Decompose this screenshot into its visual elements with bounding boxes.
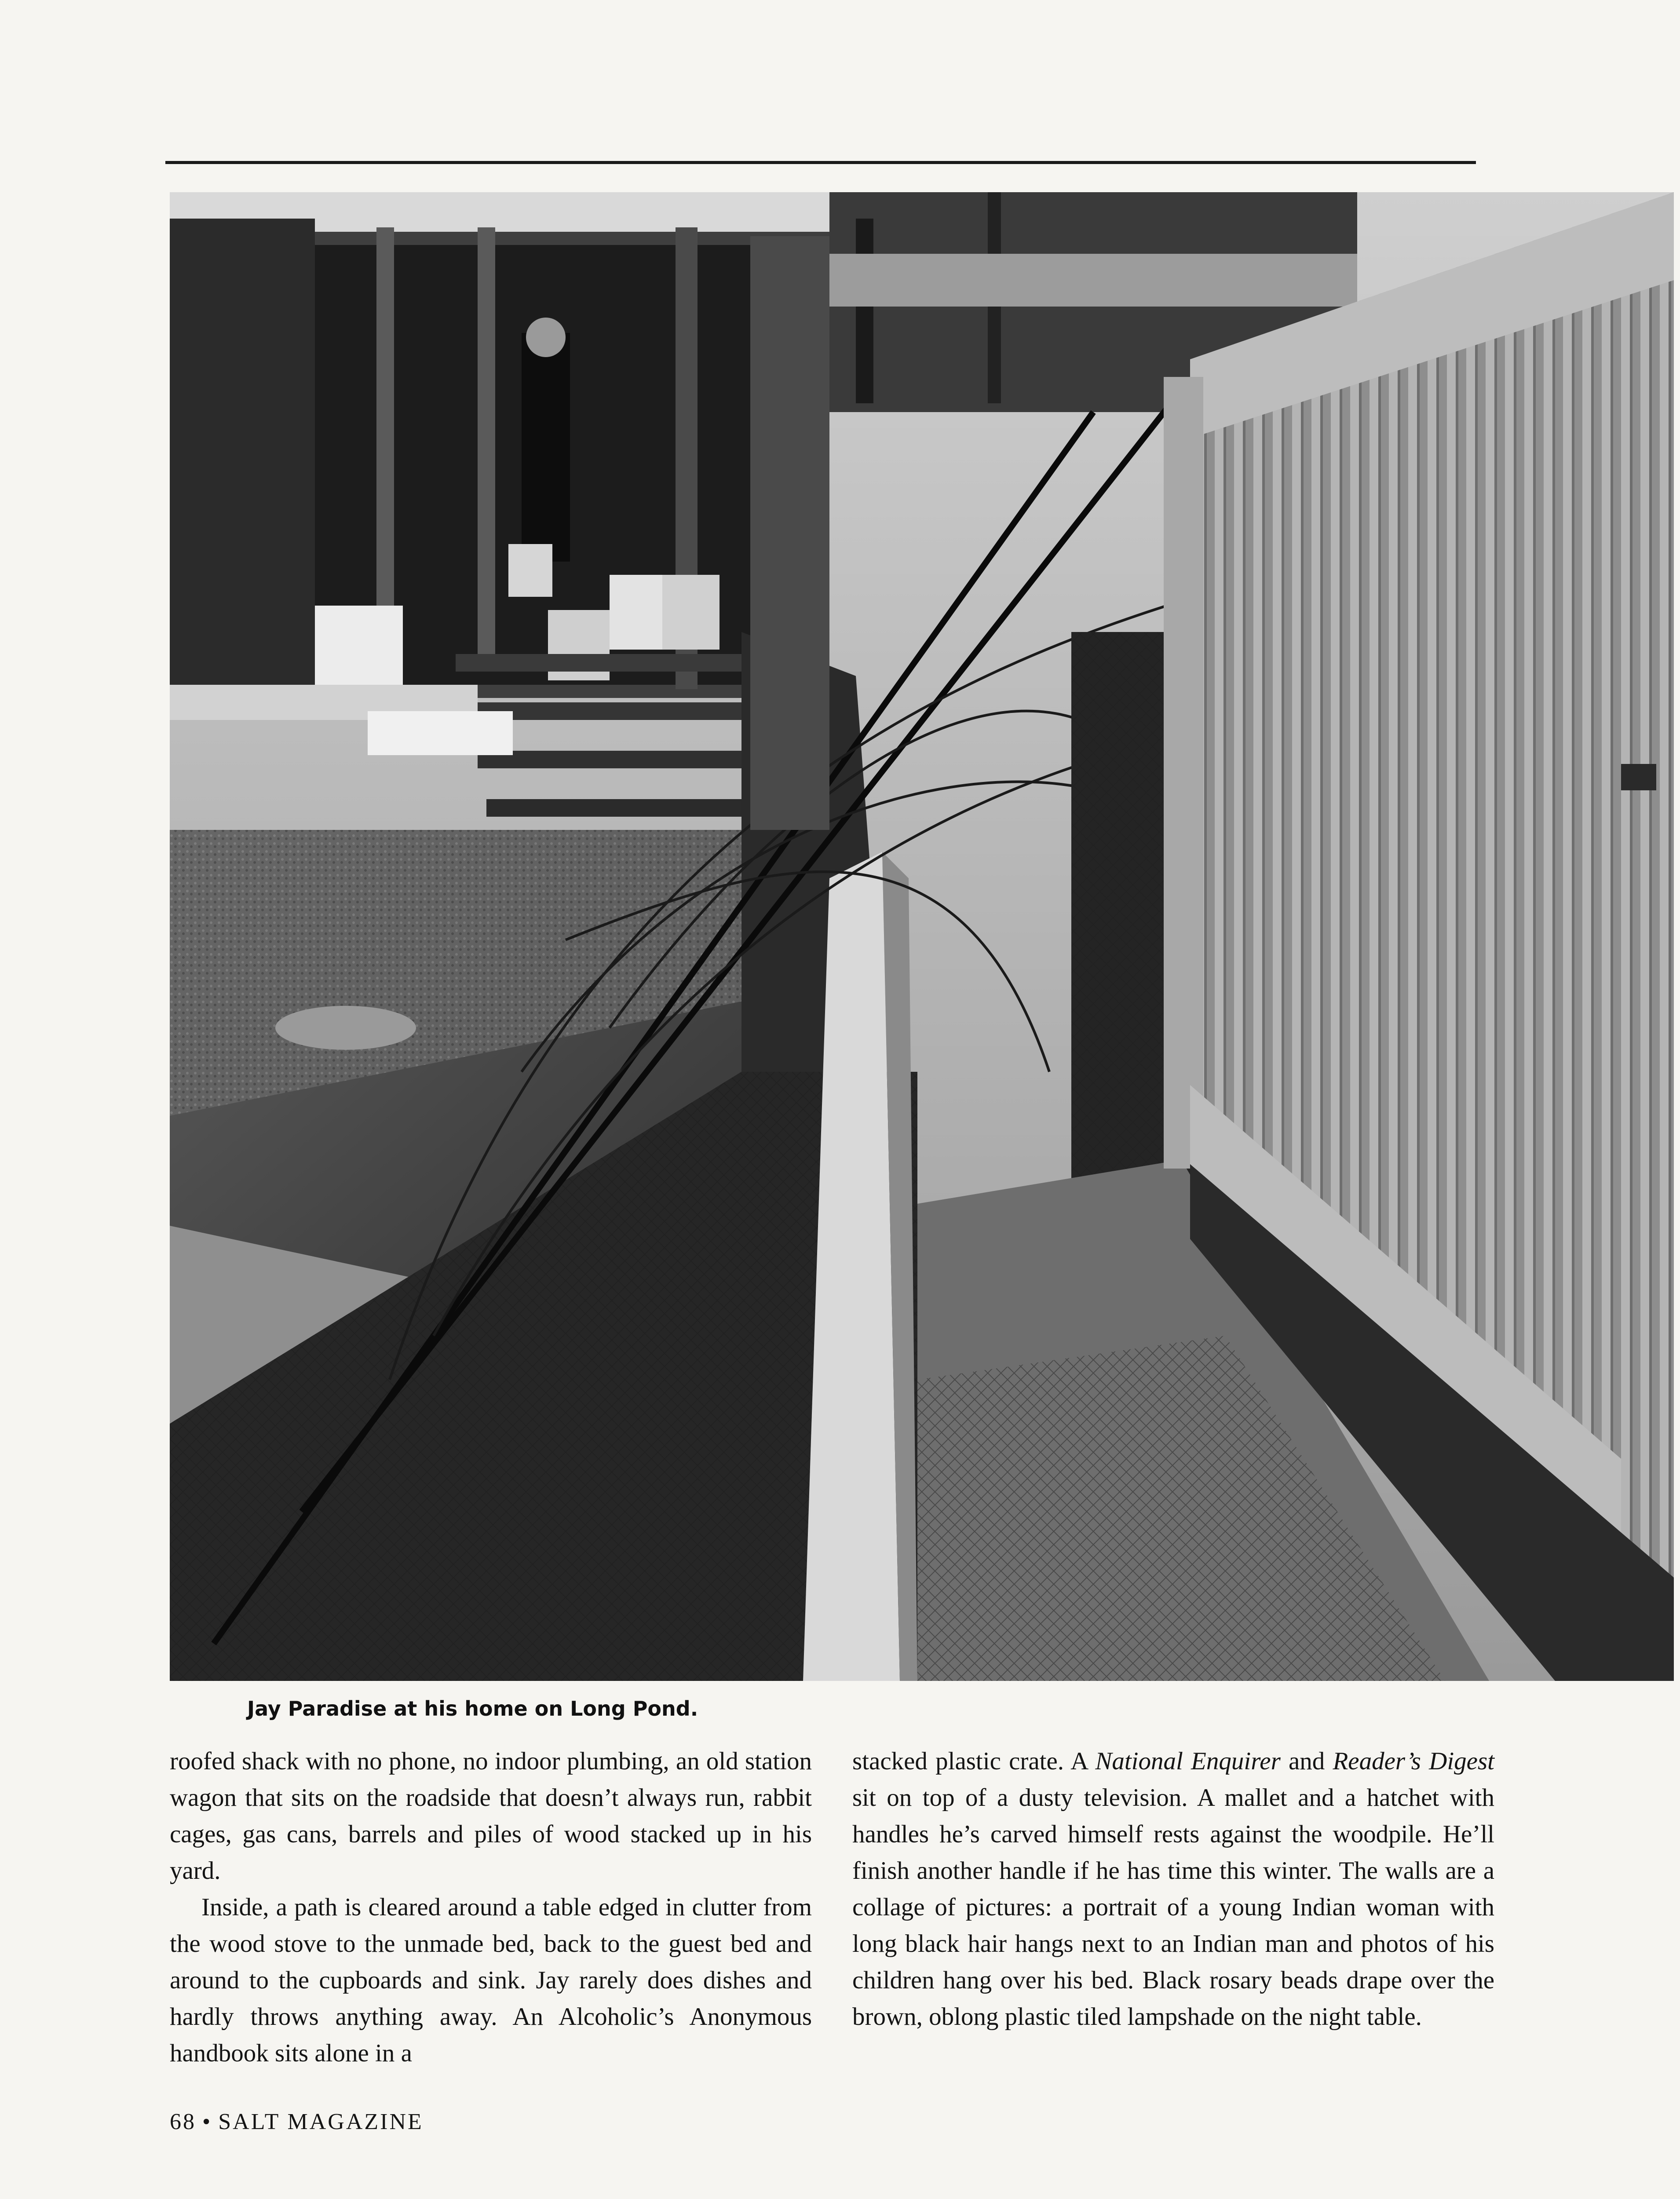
article-column-left <box>170 1743 812 2071</box>
text-run: sit on top of a dusty television. A mallet and a hatchet with handles he’s carved himself rests against the woodpile. He’ll finish another handle if he has time this winter. The walls are a collage of pictures: a portrait of a young Indian woman with long black hair hangs next to an Indian man and photos of his children hang over his bed. Black rosary beads drape over the brown, oblong plastic tiled lampshade on the night table. <box>852 1784 1494 2031</box>
photograph <box>170 192 1674 1681</box>
publication-title: National Enquirer <box>1095 1747 1281 1775</box>
bullet-separator: • <box>202 2109 212 2134</box>
photo-caption: Jay Paradise at his home on Long Pond. <box>247 1697 698 1720</box>
photo-illustration <box>170 192 1674 1681</box>
article-paragraph: roofed shack with no phone, no indoor plumbing, an old station wagon that sits on the roadside that doesn’t always run, rabbit cages, gas cans, barrels and piles of wood stacked up in his yard. <box>170 1747 812 1885</box>
article-paragraph: Inside, a path is cleared around a table edged in clutter from the wood stove to the unmade bed, back to the guest bed and around to the cupboards and sink. Jay rarely does dishes and hardly throws anything away. An Alcoholic’s Anonymous handbook sits alone in a <box>170 1893 812 2067</box>
article-paragraph <box>852 1743 1494 2035</box>
publication-title: Reader’s Digest <box>1333 1747 1494 1775</box>
article-column-right <box>852 1743 1494 2035</box>
text-run: stacked plastic crate. A <box>852 1747 1096 1775</box>
top-rule <box>165 161 1476 164</box>
publication-name: SALT MAGAZINE <box>218 2109 424 2134</box>
text-run: and <box>1280 1747 1333 1775</box>
page-footer <box>170 2109 424 2135</box>
page-number: 68 <box>170 2109 196 2134</box>
